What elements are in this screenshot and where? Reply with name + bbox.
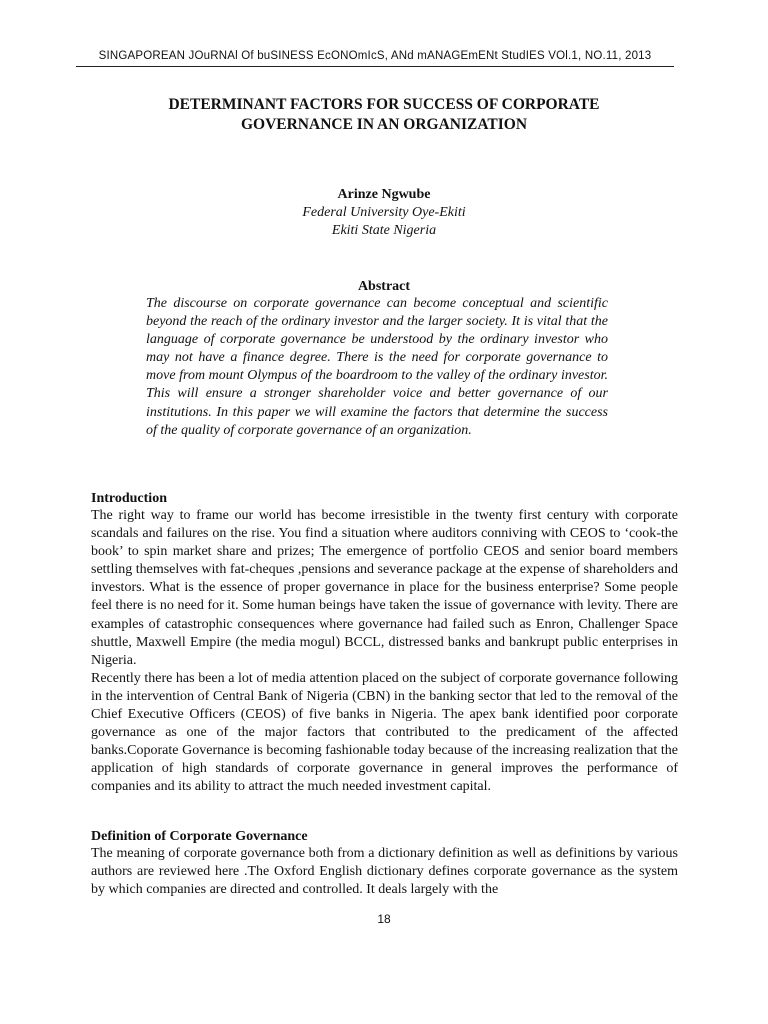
- page-number: 18: [377, 912, 391, 926]
- paper-title-line-1: DETERMINANT FACTORS FOR SUCCESS OF CORPORATE: [168, 96, 600, 113]
- abstract-heading: Abstract: [357, 279, 411, 294]
- author-affiliation-1: Federal University Oye-Ekiti: [302, 205, 466, 220]
- definition-body: [91, 845, 678, 899]
- abstract-text: The discourse on corporate governance can become conceptual and scientific beyond the reach of the ordinary investor and the larger society. It is vital that the language of corporate governance be understood by the ordinary investor who may not have a finance degree. There is the need for corporate governance to move from mount Olympus of the boardroom to the valley of the ordinary investor. This will ensure a stronger shareholder voice and better governance of our institutions. In this paper we will examine the factors that determine the success of the quality of corporate governance of an organization.: [146, 296, 608, 438]
- introduction-body: [91, 507, 678, 797]
- definition-heading: Definition of Corporate Governance: [91, 829, 308, 844]
- introduction-paragraph-1: The right way to frame our world has become irresistible in the twenty first century with corporate scandals and failures on the rise. You find a situation where auditors conniving with CEOS to ‘cook-the book’ to spin market share and prizes; The emergence of portfolio CEOS and senior board members settling themselves with fat-cheques ,pensions and severance package at the expense of shareholders and investors. What is the essence of proper governance in place for the business enterprise? Some people feel there is no need for it. Some human beings have taken the issue of governance with levity. There are examples of catastrophic consequences where governance had failed such as Enron, Challenger Space shuttle, Maxwell Empire (the media mogul) BCCL, distressed banks and bankrupt public enterprises in Nigeria.: [91, 508, 679, 668]
- introduction-heading: Introduction: [91, 491, 167, 506]
- introduction-paragraph-2: Recently there has been a lot of media attention placed on the subject of corporate governance following in the intervention of Central Bank of Nigeria (CBN) in the banking sector that led to the removal of the Chief Executive Officers (CEOS) of five banks in Nigeria. The apex bank identified poor corporate governance as one of the major factors that contributed to the predicament of the affected banks.Coporate Governance is becoming fashionable today because of the increasing realization that the application of high standards of corporate governance in general improves the performance of companies and its ability to attract the much needed investment capital.: [91, 670, 678, 795]
- paper-title: [90, 95, 678, 135]
- definition-paragraph-1: The meaning of corporate governance both from a dictionary definition as well as definitions by various authors are reviewed here .The Oxford English dictionary defines corporate governance as the system by which companies are directed and controlled. It deals largely with the: [91, 846, 678, 898]
- header-rule: [76, 66, 674, 67]
- author-name: Arinze Ngwube: [337, 187, 431, 202]
- author-block: [90, 186, 678, 240]
- journal-header: SINGAPOREAN JOuRNAl Of buSINESS EcONOmIcS, ANd mANAGEmENt StudIES VOl.1, NO.11, 2013: [98, 50, 652, 62]
- author-affiliation-2: Ekiti State Nigeria: [331, 223, 437, 238]
- paper-title-line-2: GOVERNANCE IN AN ORGANIZATION: [240, 116, 528, 133]
